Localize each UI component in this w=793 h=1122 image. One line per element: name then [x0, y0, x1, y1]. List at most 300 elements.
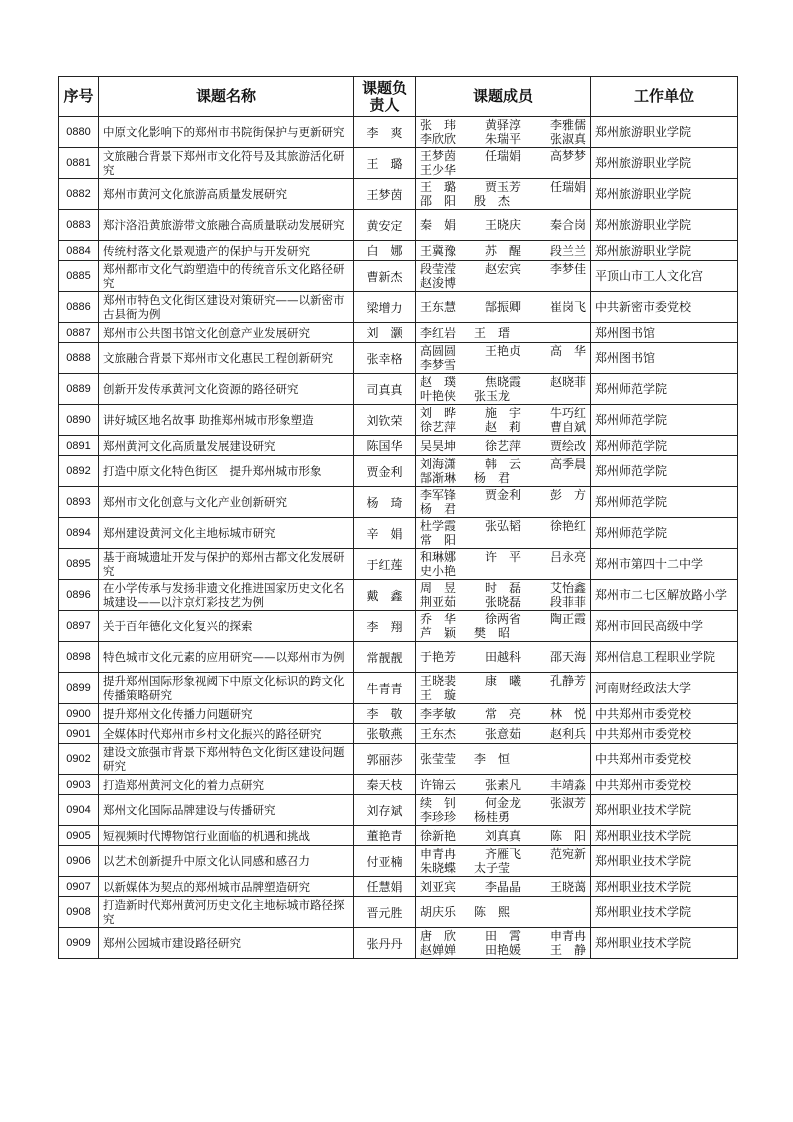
row-id: 0902: [59, 744, 99, 775]
member-name: 彭 方: [549, 488, 586, 502]
member-name: 王晓蔼: [549, 879, 586, 894]
project-members: [416, 897, 591, 928]
member-name: 田 霄: [484, 929, 521, 943]
header-members: 课题成员: [416, 77, 591, 117]
header-lead: 课题负责人: [354, 77, 416, 117]
work-unit: 中共郑州市委党校: [591, 704, 738, 724]
row-id: 0892: [59, 456, 99, 487]
member-line: [420, 300, 586, 314]
work-unit: 郑州信息工程职业学院: [591, 642, 738, 673]
member-name: 朱晓蝶: [420, 861, 457, 875]
member-line: [420, 344, 586, 358]
project-members: [416, 117, 591, 148]
work-unit: 郑州职业技术学院: [591, 795, 738, 826]
row-id: 0886: [59, 292, 99, 323]
project-name: 以新媒体为契点的郑州城市品牌塑造研究: [99, 877, 354, 897]
project-members: [416, 673, 591, 704]
row-id: 0881: [59, 148, 99, 179]
header-row: [59, 77, 738, 117]
member-name: 李雅儒: [549, 118, 586, 132]
member-name: 刘 晔: [420, 406, 457, 420]
row-id: 0904: [59, 795, 99, 826]
project-name: 郑汴洛沿黄旅游带文旅融合高质量联动发展研究: [99, 210, 354, 241]
project-name: 文旅融合背景下郑州市文化符号及其旅游活化研究: [99, 148, 354, 179]
table-row: [59, 549, 738, 580]
work-unit: 郑州图书馆: [591, 343, 738, 374]
member-line: [420, 533, 586, 547]
work-unit: 郑州师范学院: [591, 405, 738, 436]
member-name: 李珍珍: [420, 810, 457, 824]
member-name: 刘真真: [484, 828, 521, 843]
project-name: 提升郑州国际形象视阈下中原文化标识的跨文化传播策略研究: [99, 673, 354, 704]
table-row: [59, 456, 738, 487]
member-line: [420, 326, 586, 340]
project-name: 郑州都市文化气韵塑造中的传统音乐文化路径研究: [99, 261, 354, 292]
member-name: 贾玉芳: [484, 180, 521, 194]
member-name: 乔 华: [420, 612, 457, 626]
member-name: 段菲菲: [549, 595, 586, 609]
member-name: 任瑞娟: [484, 149, 521, 163]
table-row: [59, 148, 738, 179]
member-line: [420, 218, 586, 232]
member-name: 高季晨: [549, 457, 586, 471]
member-name: 郜振卿: [484, 300, 521, 314]
member-line: [420, 132, 586, 146]
work-unit: 郑州职业技术学院: [591, 846, 738, 877]
project-lead: 刘存斌: [354, 795, 416, 826]
member-name: 秦合岗: [549, 218, 586, 232]
work-unit: 郑州职业技术学院: [591, 928, 738, 959]
project-lead: 戴 鑫: [354, 580, 416, 611]
project-members: [416, 323, 591, 343]
member-name: 王东杰: [420, 726, 457, 741]
table-row: [59, 846, 738, 877]
member-line: [420, 194, 586, 208]
member-name: 杨桂勇: [474, 810, 511, 824]
work-unit: 郑州旅游职业学院: [591, 179, 738, 210]
project-lead: 刘钦荣: [354, 405, 416, 436]
project-table: [58, 76, 738, 959]
member-name: 常 亮: [484, 706, 521, 721]
member-line: [420, 276, 586, 290]
row-id: 0899: [59, 673, 99, 704]
member-name: 高梦梦: [549, 149, 586, 163]
member-line: [420, 880, 586, 894]
project-lead: 曹新杰: [354, 261, 416, 292]
member-name: 林 悦: [549, 706, 586, 721]
row-id: 0885: [59, 261, 99, 292]
work-unit: 郑州师范学院: [591, 436, 738, 456]
table-body: [59, 117, 738, 959]
table-row: [59, 436, 738, 456]
table-row: [59, 704, 738, 724]
row-id: 0888: [59, 343, 99, 374]
row-id: 0882: [59, 179, 99, 210]
member-line: [420, 929, 586, 943]
project-lead: 付亚楠: [354, 846, 416, 877]
member-name: 张玉龙: [474, 389, 511, 403]
project-lead: 秦天枝: [354, 775, 416, 795]
project-lead: 梁增力: [354, 292, 416, 323]
work-unit: 郑州旅游职业学院: [591, 148, 738, 179]
member-name: 张素凡: [484, 777, 521, 792]
member-name: 艾怡鑫: [549, 581, 586, 595]
project-lead: 王 璐: [354, 148, 416, 179]
member-name: 徐新艳: [420, 828, 457, 843]
project-lead: 张幸格: [354, 343, 416, 374]
project-members: [416, 292, 591, 323]
project-name: 文旅融合背景下郑州市文化惠民工程创新研究: [99, 343, 354, 374]
project-members: [416, 436, 591, 456]
member-name: 周 昱: [420, 581, 457, 595]
project-name: 以艺术创新提升中原文化认同感和感召力: [99, 846, 354, 877]
project-name: 关于百年德化文化复兴的探索: [99, 611, 354, 642]
member-name: 李晶晶: [484, 879, 521, 894]
member-line: [420, 262, 586, 276]
member-line: [420, 375, 586, 389]
project-members: [416, 826, 591, 846]
project-lead: 黄安定: [354, 210, 416, 241]
member-name: 徐艳红: [549, 519, 586, 533]
member-line: [420, 595, 586, 609]
member-name: 丰靖淼: [549, 777, 586, 792]
member-name: 赵浚博: [420, 276, 457, 290]
table-row: [59, 724, 738, 744]
project-members: [416, 343, 591, 374]
member-name: 李欣欣: [420, 132, 457, 146]
member-name: 张淑芳: [549, 796, 586, 810]
member-name: 康 曦: [484, 674, 521, 688]
row-id: 0909: [59, 928, 99, 959]
work-unit: 中共郑州市委党校: [591, 775, 738, 795]
member-name: 和琳娜: [420, 550, 457, 564]
project-members: [416, 642, 591, 673]
project-name: 中原文化影响下的郑州市书院街保护与更新研究: [99, 117, 354, 148]
table-row: [59, 292, 738, 323]
project-members: [416, 846, 591, 877]
member-name: 陶正霞: [549, 612, 586, 626]
project-members: [416, 241, 591, 261]
project-lead: 常靓靓: [354, 642, 416, 673]
member-name: 王少华: [420, 163, 457, 177]
member-name: 范宛新: [549, 847, 586, 861]
member-name: 苏 醒: [484, 243, 521, 258]
table-row: [59, 405, 738, 436]
project-name: 打造中原文化特色街区 提升郑州城市形象: [99, 456, 354, 487]
table-row: [59, 826, 738, 846]
table-row: [59, 897, 738, 928]
member-name: 时 磊: [484, 581, 521, 595]
member-name: 徐两省: [484, 612, 521, 626]
member-name: 徐艺萍: [420, 420, 457, 434]
row-id: 0883: [59, 210, 99, 241]
project-members: [416, 405, 591, 436]
project-members: [416, 704, 591, 724]
member-line: [420, 244, 586, 258]
row-id: 0907: [59, 877, 99, 897]
work-unit: 郑州旅游职业学院: [591, 210, 738, 241]
project-members: [416, 210, 591, 241]
member-line: [420, 550, 586, 564]
project-name: 提升郑州文化传播力问题研究: [99, 704, 354, 724]
project-members: [416, 877, 591, 897]
work-unit: 郑州师范学院: [591, 518, 738, 549]
member-line: [420, 650, 586, 664]
project-members: [416, 611, 591, 642]
member-name: 史小艳: [420, 564, 457, 578]
member-line: [420, 943, 586, 957]
project-name: 建设文旅强市背景下郑州特色文化街区建设问题研究: [99, 744, 354, 775]
member-name: 王东慧: [420, 300, 457, 314]
table-row: [59, 673, 738, 704]
project-lead: 李 爽: [354, 117, 416, 148]
project-members: [416, 261, 591, 292]
member-line: [420, 612, 586, 626]
project-members: [416, 795, 591, 826]
member-name: 朱瑞平: [484, 132, 521, 146]
member-name: 张 玮: [420, 118, 457, 132]
member-name: 许 平: [484, 550, 521, 564]
table-row: [59, 744, 738, 775]
member-line: [420, 905, 586, 919]
table-row: [59, 928, 738, 959]
member-name: 刘海潇: [420, 457, 457, 471]
member-name: 崔岗飞: [549, 300, 586, 314]
project-lead: 牛青青: [354, 673, 416, 704]
work-unit: 郑州师范学院: [591, 374, 738, 405]
project-lead: 李 翔: [354, 611, 416, 642]
project-name: 郑州市特色文化街区建设对策研究——以新密市古县衙为例: [99, 292, 354, 323]
table-row: [59, 877, 738, 897]
member-name: 赵宏宾: [484, 262, 521, 276]
member-name: 樊 昭: [474, 626, 511, 640]
table-row: [59, 343, 738, 374]
member-name: 段莹滢: [420, 262, 457, 276]
work-unit: 郑州旅游职业学院: [591, 117, 738, 148]
project-lead: 王梦茵: [354, 179, 416, 210]
work-unit: 中共郑州市委党校: [591, 744, 738, 775]
row-id: 0905: [59, 826, 99, 846]
header-seq: 序号: [59, 77, 99, 117]
row-id: 0887: [59, 323, 99, 343]
member-name: 陈 阳: [549, 828, 586, 843]
member-name: 李梦雪: [420, 358, 457, 372]
member-line: [420, 420, 586, 434]
project-name: 打造郑州黄河文化的着力点研究: [99, 775, 354, 795]
table-row: [59, 580, 738, 611]
work-unit: 中共郑州市委党校: [591, 724, 738, 744]
member-name: 郜渐琳: [420, 471, 457, 485]
work-unit: 郑州职业技术学院: [591, 877, 738, 897]
member-name: 王 璇: [420, 688, 457, 702]
member-name: 李梦佳: [549, 262, 586, 276]
member-line: [420, 118, 586, 132]
member-name: 刘亚宾: [420, 879, 457, 894]
member-name: 邵天海: [549, 650, 586, 664]
project-name: 郑州市文化创意与文化产业创新研究: [99, 487, 354, 518]
member-line: [420, 163, 586, 177]
member-name: 续 钊: [420, 796, 457, 810]
table-row: [59, 775, 738, 795]
row-id: 0900: [59, 704, 99, 724]
work-unit: 河南财经政法大学: [591, 673, 738, 704]
work-unit: 郑州市第四十二中学: [591, 549, 738, 580]
project-lead: 任慧娟: [354, 877, 416, 897]
project-members: [416, 744, 591, 775]
member-line: [420, 810, 586, 824]
member-line: [420, 688, 586, 702]
member-name: 黄驿淳: [484, 118, 521, 132]
member-name: 荆亚茹: [420, 595, 457, 609]
project-name: 基于商城遗址开发与保护的郑州古都文化发展研究: [99, 549, 354, 580]
work-unit: 郑州师范学院: [591, 456, 738, 487]
member-line: [420, 581, 586, 595]
project-members: [416, 456, 591, 487]
member-line: [420, 389, 586, 403]
project-lead: 陈国华: [354, 436, 416, 456]
work-unit: 郑州图书馆: [591, 323, 738, 343]
table-row: [59, 261, 738, 292]
member-name: 申青冉: [549, 929, 586, 943]
member-name: 赵 璞: [420, 375, 457, 389]
member-line: [420, 358, 586, 372]
project-name: 郑州市黄河文化旅游高质量发展研究: [99, 179, 354, 210]
member-name: 太子莹: [474, 861, 511, 875]
row-id: 0893: [59, 487, 99, 518]
member-name: 张淑真: [549, 132, 586, 146]
project-lead: 郭丽莎: [354, 744, 416, 775]
member-name: 赵利兵: [549, 726, 586, 741]
project-name: 特色城市文化元素的应用研究——以郑州市为例: [99, 642, 354, 673]
member-name: 韩 云: [484, 457, 521, 471]
member-line: [420, 564, 586, 578]
header-unit: 工作单位: [591, 77, 738, 117]
work-unit: 郑州市回民高级中学: [591, 611, 738, 642]
member-name: 王梦茵: [420, 149, 457, 163]
member-name: 贾绘改: [549, 438, 586, 453]
member-name: 高圆圆: [420, 344, 457, 358]
member-name: 田越科: [484, 650, 521, 664]
member-name: 常 阳: [420, 533, 457, 547]
project-members: [416, 179, 591, 210]
member-name: 申青冉: [420, 847, 457, 861]
member-name: 杨 君: [420, 502, 457, 516]
table-row: [59, 179, 738, 210]
work-unit: 郑州职业技术学院: [591, 826, 738, 846]
project-members: [416, 928, 591, 959]
project-name: 全媒体时代郑州市乡村文化振兴的路径研究: [99, 724, 354, 744]
member-name: 李军锋: [420, 488, 457, 502]
member-name: 吴昊坤: [420, 438, 457, 453]
work-unit: 郑州师范学院: [591, 487, 738, 518]
member-name: 曹自斌: [549, 420, 586, 434]
project-lead: 杨 琦: [354, 487, 416, 518]
work-unit: 郑州市二七区解放路小学: [591, 580, 738, 611]
member-line: [420, 727, 586, 741]
project-members: [416, 580, 591, 611]
member-name: 王艳贞: [484, 344, 521, 358]
project-name: 郑州黄河文化高质量发展建设研究: [99, 436, 354, 456]
member-line: [420, 847, 586, 861]
member-name: 殷 杰: [474, 194, 511, 208]
row-id: 0884: [59, 241, 99, 261]
project-members: [416, 518, 591, 549]
member-name: 李 恒: [474, 752, 511, 766]
row-id: 0898: [59, 642, 99, 673]
table-row: [59, 117, 738, 148]
project-name: 郑州文化国际品牌建设与传播研究: [99, 795, 354, 826]
row-id: 0880: [59, 117, 99, 148]
member-name: 贾金利: [484, 488, 521, 502]
row-id: 0901: [59, 724, 99, 744]
project-lead: 晋元胜: [354, 897, 416, 928]
project-name: 郑州市公共图书馆文化创意产业发展研究: [99, 323, 354, 343]
project-lead: 刘 灏: [354, 323, 416, 343]
project-lead: 董艳青: [354, 826, 416, 846]
project-lead: 辛 娟: [354, 518, 416, 549]
project-name: 短视频时代博物馆行业面临的机遇和挑战: [99, 826, 354, 846]
member-name: 王晓裴: [420, 674, 457, 688]
project-name: 创新开发传承黄河文化资源的路径研究: [99, 374, 354, 405]
project-lead: 司真真: [354, 374, 416, 405]
project-members: [416, 487, 591, 518]
member-line: [420, 861, 586, 875]
member-line: [420, 626, 586, 640]
member-name: 唐 欣: [420, 929, 457, 943]
table-row: [59, 487, 738, 518]
member-name: 张莹莹: [420, 752, 457, 766]
project-lead: 贾金利: [354, 456, 416, 487]
work-unit: 郑州职业技术学院: [591, 897, 738, 928]
member-line: [420, 752, 586, 766]
project-lead: 于红莲: [354, 549, 416, 580]
row-id: 0897: [59, 611, 99, 642]
member-name: 杨 君: [474, 471, 511, 485]
row-id: 0896: [59, 580, 99, 611]
member-line: [420, 502, 586, 516]
row-id: 0891: [59, 436, 99, 456]
row-id: 0894: [59, 518, 99, 549]
project-members: [416, 549, 591, 580]
member-name: 王 璐: [420, 180, 457, 194]
member-name: 高 华: [549, 344, 586, 358]
project-name: 郑州公园城市建设路径研究: [99, 928, 354, 959]
table-row: [59, 642, 738, 673]
member-name: 许锦云: [420, 777, 457, 792]
row-id: 0895: [59, 549, 99, 580]
table-row: [59, 374, 738, 405]
member-name: 胡庆乐: [420, 905, 457, 919]
member-name: 陈 熙: [474, 905, 511, 919]
table-row: [59, 241, 738, 261]
work-unit: 中共新密市委党校: [591, 292, 738, 323]
member-line: [420, 829, 586, 843]
member-name: 邵 阳: [420, 194, 457, 208]
table-row: [59, 323, 738, 343]
member-name: 赵婵婵: [420, 943, 457, 957]
header-name: 课题名称: [99, 77, 354, 117]
member-name: 何金龙: [484, 796, 521, 810]
member-name: 田艳媛: [484, 943, 521, 957]
member-name: 王 瑨: [474, 325, 511, 340]
member-name: 叶艳侠: [420, 389, 457, 403]
member-line: [420, 471, 586, 485]
member-name: 张意茹: [484, 726, 521, 741]
member-name: 牛巧红: [549, 406, 586, 420]
row-id: 0890: [59, 405, 99, 436]
project-name: 郑州建设黄河文化主地标城市研究: [99, 518, 354, 549]
work-unit: 平顶山市工人文化宫: [591, 261, 738, 292]
